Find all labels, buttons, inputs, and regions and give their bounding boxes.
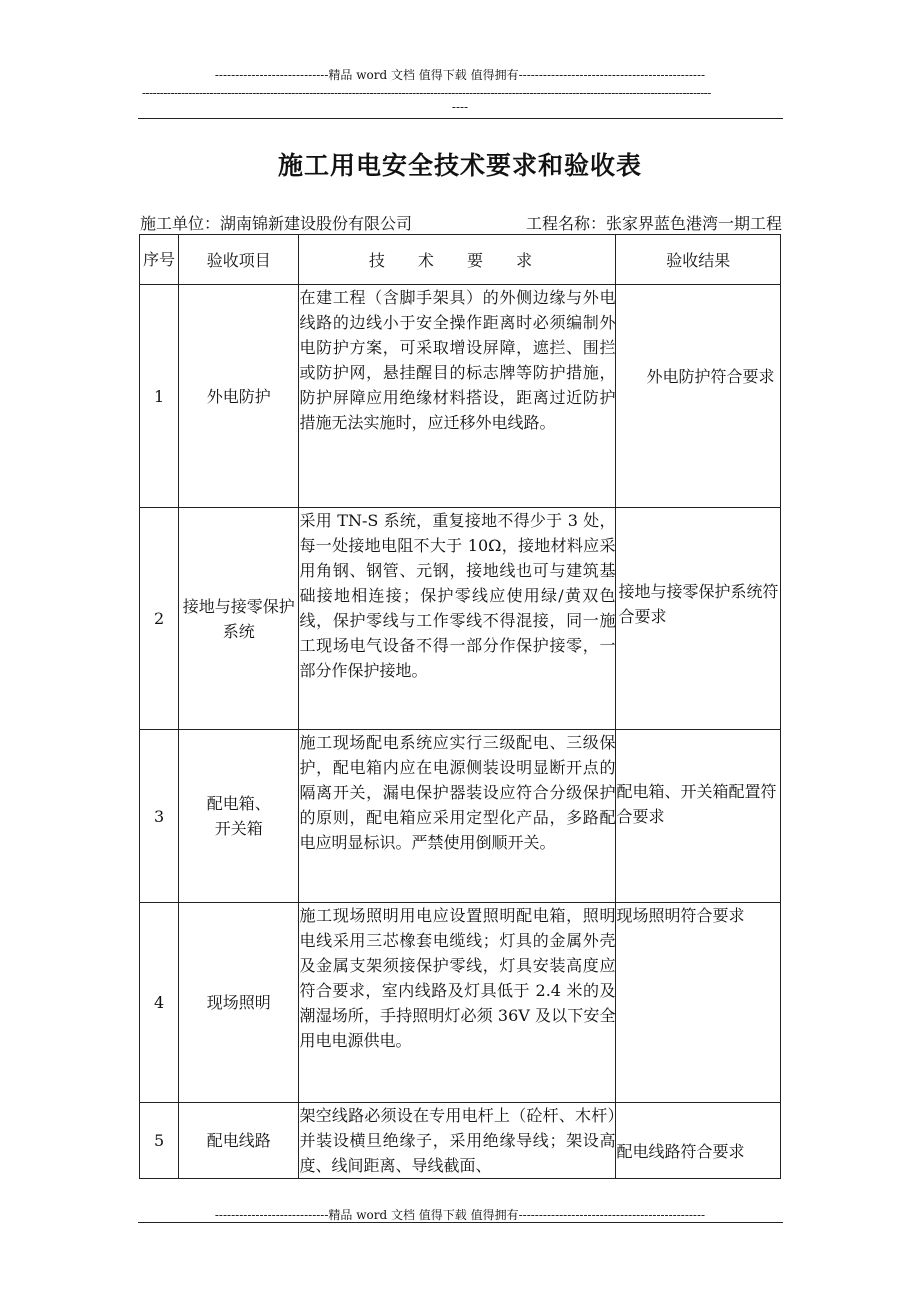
table-row (140, 1103, 781, 1179)
header-requirement: 技 术 要 求 (299, 235, 616, 285)
row-item: 外电防护 (179, 285, 299, 508)
row-item: 现场照明 (179, 903, 299, 1103)
row-result: 现场照明符合要求 (616, 903, 781, 1103)
row-no: 3 (140, 730, 179, 903)
row-item: 接地与接零保护系统 (179, 508, 299, 730)
row-no: 1 (140, 285, 179, 508)
project-name: 工程名称：张家界蓝色港湾一期工程 (525, 214, 782, 233)
header-rule (138, 118, 783, 119)
row-requirement: 采用 TN-S 系统，重复接地不得少于 3 处，每一处接地电阻不大于 10Ω，接地材料应采用角钢、钢管、元钢，接地线也可与建筑基础接地相连接；保护零线应使用绿/黄双色线，保护零线与工作零线不得混接，同一施工现场电气设备不得一部分作保护接零，一部分作保护接地。 (299, 508, 616, 730)
row-requirement: 在建工程（含脚手架具）的外侧边缘与外电线路的边线小于安全操作距离时必须编制外电防护方案，可采取增设屏障，遮拦、围拦或防护网，悬挂醒目的标志牌等防护措施，防护屏障应用绝缘材料搭设，距离过近防护措施无法实施时，应迁移外电线路。 (299, 285, 616, 508)
header-dash-tail: ---- (451, 100, 469, 114)
header-result: 验收结果 (616, 235, 781, 285)
row-result: 外电防护符合要求 (616, 285, 781, 508)
row-requirement: 架空线路必须设在专用电杆上（砼杆、木杆）并装设横旦绝缘子，采用绝缘导线；架设高度、线间距离、导线截面、 (299, 1103, 616, 1179)
page-title: 施工用电安全技术要求和验收表 (277, 151, 642, 180)
acceptance-table (139, 234, 781, 1179)
row-result: 接地与接零保护系统符合要求 (616, 508, 781, 730)
header-banner: ----------------------------精品 word 文档 值得下载 值得拥有---------------------------------------------- (214, 68, 706, 82)
row-result: 配电箱、开关箱配置符合要求 (616, 730, 781, 903)
table-row (140, 508, 781, 730)
header-no: 序号 (140, 235, 179, 285)
footer-banner: ----------------------------精品 word 文档 值得下载 值得拥有---------------------------------------------- (214, 1208, 706, 1222)
row-no: 5 (140, 1103, 179, 1179)
header-dash-line: ---------------------------------------------------------------------------------------------------------------------------------------------------------------- (142, 86, 711, 100)
meta-line (140, 211, 782, 234)
row-no: 4 (140, 903, 179, 1103)
row-requirement: 施工现场照明用电应设置照明配电箱，照明电线采用三芯橡套电缆线；灯具的金属外壳及金属支架须接保护零线，灯具安装高度应符合要求，室内线路及灯具低于 2.4 米的及潮湿场所，手持照明灯必须 36V 及以下安全用电电源供电。 (299, 903, 616, 1103)
row-requirement: 施工现场配电系统应实行三级配电、三级保护，配电箱内应在电源侧装设明显断开点的隔离开关，漏电保护器装设应符合分级保护的原则，配电箱应采用定型化产品，多路配电应明显标识。严禁使用倒顺开关。 (299, 730, 616, 903)
table-row (140, 903, 781, 1103)
row-no: 2 (140, 508, 179, 730)
row-result: 配电线路符合要求 (616, 1103, 781, 1179)
table-row (140, 285, 781, 508)
table-row (140, 730, 781, 903)
table-header-row (140, 235, 781, 285)
header-item: 验收项目 (179, 235, 299, 285)
row-item: 配电箱、开关箱 (179, 730, 299, 903)
construction-unit: 施工单位：湖南锦新建设股份有限公司 (140, 214, 413, 233)
row-item: 配电线路 (179, 1103, 299, 1179)
